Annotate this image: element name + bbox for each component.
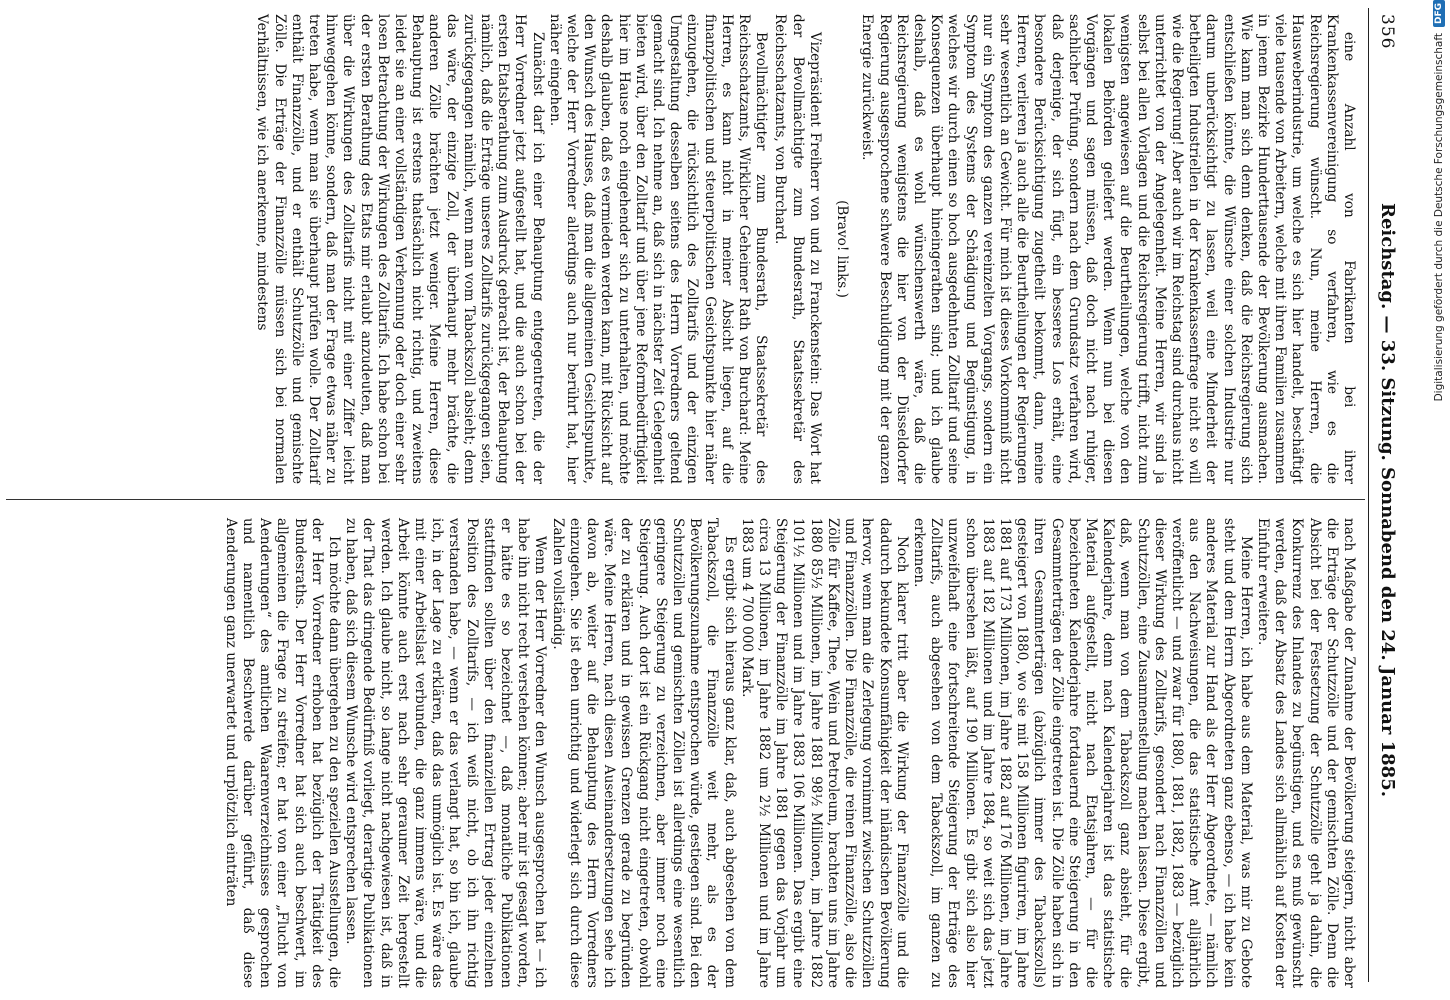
paragraph: Es ergibt sich hieraus ganz klar, daß, auch abgesehen von dem Tabackszoll, die Finanzzölle weit mehr, als es der Bevölkerungszunahme entsprochen würde, gestiegen sind. Bei den Schutzzöllen und gemischten Zöllen ist allerdings eine wesentlich geringere Steigerung zu verzeichnen, aber immer noch eine Steigerung. Auch dort ist ein Rückgang nicht eingetreten, obwohl der zu erklären und in gewissen Grenzen gerade zu begründen wäre. Meine Herren, nach diesen Auseinandersetzungen sehe ich davon ab, weiter auf die Behauptung des Herrn Vorredners einzugehen. Sie ist eben unrichtig und widerlegt sich durch diese Zahlen vollständig. xyxy=(549,518,738,988)
digitization-credit: Digitalisierung gefördert durch die Deutsche Forschungsgemeinschaft xyxy=(1433,33,1445,402)
applause-note: (Bravo! links.) xyxy=(834,200,851,298)
page-header xyxy=(1369,0,1403,1000)
paragraph: nach Maßgabe der Zunahme der Bevölkerung steigern, nicht aber die Erträge der Schutzzölle und der gemischten Zölle. Denn die Absicht bei der Festsetzung der Schutzzölle geht ja dahin, die Konkurrenz des Inlandes zu begünstigen, und es muß gewünscht werden, daß der Absatz des Landes sich allmählich auf Kosten der Einfuhr erweitere. xyxy=(1254,518,1357,988)
right-column xyxy=(8,518,1357,988)
dfg-logo: DFG xyxy=(1433,0,1445,27)
page-number: 356 xyxy=(1377,14,1397,50)
speaker-paragraph: Vizepräsident Freiherr von und zu Franckenstein: Das Wort hat der Bevollmächtigte zum Bundesrath, Staatssekretär des Reichsschatzamts, von Burchard. xyxy=(772,14,823,484)
paragraph: Wenn der Herr Vorredner den Wunsch ausgesprochen hat — ich habe ihn nicht recht verstehen können; aber mir ist gesagt worden, er hätte es so bezeichnet —, daß monatliche Publikationen stattfinden sollten über den finanziellen Ertrag jeder einzelnen Position des Zolltarifs, — ich weiß nicht, ob ich ihn richtig verstanden habe, — wenn er das verlangt hat, so bin ich, glaube ich, in der Lage zu erklären, daß das unmöglich ist. Es wäre das mit einer Arbeitslast verbunden, die ganz immens wäre, und die Arbeit könnte auch erst nach sehr geraumer Zeit hergestellt werden. Ich glaube nicht, so lange nicht nachgewiesen ist, daß in der That das dringende Bedürfniß vorliegt, derartige Publikationen zu haben, daß sich diesem Wunsche wird entsprechen lassen. xyxy=(343,518,549,988)
paragraph: Noch klarer tritt aber die Wirkung der Finanzzölle und die dadurch bekundete Konsumfähigkeit der inländischen Bevölkerung hervor, wenn man die Zerlegung vornimmt zwischen Schutzzöllen und Finanzzöllen. Die Finanzzölle, die reinen Finanzzölle, also die Zölle für Kaffee, Thee, Wein und Petroleum, brachten uns im Jahre 1880 85½ Millionen, im Jahre 1881 98½ Millionen, im Jahre 1882 101½ Millionen und im Jahre 1883 106 Millionen. Das ergibt eine Steigerung der Finanzzölle im Jahre 1881 gegen das Vorjahr um circa 13 Millionen, im Jahre 1882 um 2½ Millionen und im Jahre 1883 um 4 700 000 Mark. xyxy=(738,518,910,988)
page-title: Reichstag. — 33. Sitzung. Sonnabend den 24. Januar 1885. xyxy=(1377,203,1398,797)
paragraph: Meine Herren, ich habe aus dem Material, was mir zu Gebote steht und dem Herrn Abgeordneten ganz ebenso, — ich habe kein anderes Material zur Hand als der Herr Abgeordnete, — nämlich aus den Nachweisungen, die das statistische Amt alljährlich veröffentlicht — und zwar für 1880, 1881, 1882, 1883 — bezüglich dieser Wirkung des Zolltarifs, gesondert nach Finanzzöllen und Schutzzöllen, eine Zusammenstellung machen lassen. Diese ergibt, daß, wenn man von dem Tabackszoll ganz absieht, für die Kalenderjahre, denn nach Kalenderjahren ist das statistische Material aufgestellt, nicht nach Etatsjahren, — für die bezeichneten Kalenderjahre fortdauernd eine Steigerung in den Gesammterträgen der Zölle eingetreten ist. Die Zölle haben sich in ihren Gesammterträgen (abzüglich immer des Tabackszolls) gesteigert von 1880, wo sie mit 158 Millionen figuriren, im Jahre 1881 auf 173 Millionen, im Jahre 1882 auf 176 Millionen, im Jahre 1883 auf 182 Millionen und im Jahre 1884, so weit sich das jetzt schon übersehen läßt, auf 190 Millionen. Es gibt sich also hier unzweifelhaft eine fortschreitende Steigerung der Erträge des Zolltarifs, auch abgesehen von dem Tabackszoll, im ganzen zu erkennen. xyxy=(910,518,1254,988)
paragraph: Ich möchte dann übergehen zu den speziellen Ausstellungen, die der Herr Vorredner erhoben hat bezüglich der Thätigkeit des Bundesraths. Der Herr Vorredner hat sich auch beschwert, im allgemeinen die Frage zu streifen; er hat von einer „Flucht von Aenderungen“ des amtlichen Waarenverzeichnisses gesprochen und namentlich Beschwerde darüber geführt, daß diese Aenderungen ganz unerwartet und urplötzlich einträten xyxy=(222,518,343,988)
left-column xyxy=(8,14,1357,484)
digitization-credit-bar xyxy=(1408,0,1445,1000)
speaker-paragraph: Bevollmächtigter zum Bundesrath, Staatssekretär des Reichsschatzamts, Wirklicher Geheimer Rath von Burchard: Meine Herren, es kann nicht in meiner Absicht liegen, auf die finanzpolitischen und steuerpolitischen Gesichtspunkte hier näher einzugehen, die rücksichtlich des Zolltarifs und der einzigen Umgestaltung desselben seitens des Herrn Vorredners geltend gemacht sind. Ich nehme an, daß sich in nächster Zeit Gelegenheit bieten wird, über den Zolltarif und über jene Reformbedürftigkeit hier im Hause noch eingehender sich zu unterhalten, und möchte deshalb glauben, daß es vermieden werden kann, mit Rücksicht auf den Wunsch des Hauses, daß man die allgemeinen Gesichtspunkte, welche der Herr Vorredner allerdings auch nur berührt hat, hier näher eingehen. xyxy=(546,14,770,484)
paragraph: Zunächst darf ich einer Behauptung entgegentreten, die der Herr Vorredner jetzt aufgestellt hat, und die auch schon bei der ersten Etatsberathung zum Ausdruck gebracht ist, der Behauptung nämlich, daß die Erträge unseres Zolltarifs zurückgegangen seien, zurückgegangen nämlich, wenn man vom Tabackszoll absieht; denn das wäre, der einzige Zoll, der überhaupt mehr brächte, die anderen Zölle brächten jetzt weniger. Meine Herren, diese Behauptung ist erstens thatsächlich nicht richtig, und zweitens leidet sie an einer vollständigen Verkennung oder doch einer sehr losen Betrachtung der Wirkungen des Zolltarifs. Ich habe schon bei der ersten Berathung des Etats mir erlaubt anzudeuten, daß man über die Wirkungen des Zolltarifs nicht mit einer Ziffer leicht hinweggehen könne, sondern, daß man der Frage etwas näher zu treten habe, wenn man sie überhaupt prüfen wolle. Der Zolltarif enthält Finanzzölle, und er enthält Schutzzölle und gemischte Zölle. Die Erträge der Finanzzölle müssen sich bei normalen Verhältnissen, wie ich anerkenne, mindestens xyxy=(254,14,546,484)
column-divider xyxy=(6,499,1365,500)
paragraph: eine Anzahl von Fabrikanten bei ihrer Krankenkassenvereinigung so verfahren, wie es die Reichsregierung wünscht. Nun, meine Herren, die Hausweberindustrie, um welche es sich hier handelt, beschäftigt viele tausende von Arbeitern, welche mit ihren Familien zusammen in jenem Bezirke Hunderttausende der Bevölkerung ausmachen. Wie kann man sich denn denken, daß die Reichsregierung sich entschließen könnte, die Wünsche einer solchen Industrie nur darum unberücksichtigt zu lassen, weil eine Minderheit der betheiligten Industriellen in der Krankenkassenfrage nicht so will wie die Regierung! Aber auch wir im Reichstag sind durchaus nicht unterrichtet von der Angelegenheit. Meine Herren, wir sind ja selbst bei allen Vorlagen und die Reichsregierung trifft, nicht zum wenigsten angewiesen auf die Beurtheilungen, welche von den lokalen Behörden geliefert werden. Wenn nun bei diesen Vorgängen und sagen müssen, daß doch nicht nach ruhiger, sachlicher Prüfung, sondern nach dem Grundsatz verfahren wird, daß derjenige, der sich fügt, ein besseres Los erhält, eine besondere Berücksichtigung zugetheilt bekommt, dann, meine Herren, verlieren ja auch alle die Beurtheilungen der Regierungen sehr wesentlich an Gewicht. Für mich ist dieses Vorkommniß nicht nur ein Symptom des ganzen vereinzelten Vorgangs, sondern ein Symptom des Systems der Schädigung und Begünstigung, in welches wir durch einen so hoch ausgedehnten Zolltarif und seine Konsequenzen überhaupt hineingerathen sind; und ich glaube deshalb, daß es wohl wünschenswerth wäre, daß die Reichsregierung wenigstens die hier von der Düsseldorfer Regierung ausgesprochene schwere Beschuldigung mit der ganzen Energie zurückweist. xyxy=(859,14,1357,484)
header-rule xyxy=(1368,8,1369,982)
